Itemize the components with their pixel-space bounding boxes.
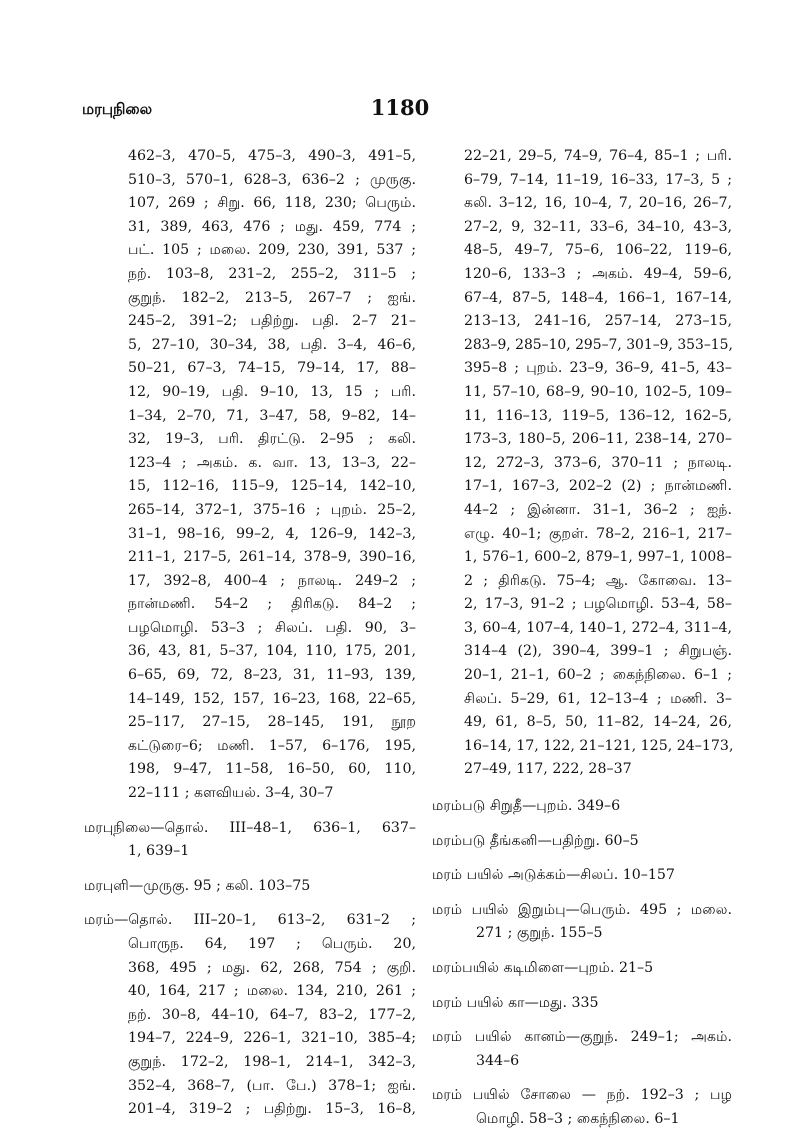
entry-line: 352–4, 368–7, (பா. பே.) 378–1; ஐங். [128,1077,416,1094]
entry-line: 32, 19–3, பரி. திரட்டு. 2–95 ; கலி. [128,431,416,448]
index-entry-maram-payil-solai [432,1084,732,1131]
entry-headword-line: மரம்படு தீங்கனி—பதிற்று. 60–5 [432,832,639,849]
entry-headword-line: மரம் பயில் கானம்—குறுந். 249–1; அகம். [432,1029,732,1046]
entry-line: 2, 17–3, 91–2 ; பழமொழி. 53–4, 58– [464,596,732,613]
entry-line: 31, 389, 463, 476 ; மது. 459, 774 ; [128,218,416,235]
entry-line: 12, 90–19, பதி. 9–10, 13, 15 ; பரி. [128,383,416,400]
entry-line: 2 ; திரிகடு. 75–4; ஆ. கோவை. 13– [464,572,732,589]
entry-line: 211–1, 217–5, 261–14, 378–9, 390–16, [128,549,416,566]
index-entry-marapunilai [84,817,416,864]
index-entry-marapuli [84,875,416,899]
entry-line: 395–8 ; புறம். 23–9, 36–9, 41–5, 43– [464,360,732,377]
entry-line: 368, 495 ; மது. 62, 268, 754 ; குறி. [128,959,416,976]
entry-line: நற். 30–8, 44–10, 64–7, 83–2, 177–2, [128,1006,416,1023]
entry-line: 11, 57–10, 68–9, 90–10, 102–5, 109– [464,383,732,400]
entry-line: 22–111 ; களவியல். 3–4, 30–7 [128,785,334,802]
entry-line: 213–13, 241–16, 257–14, 273–15, [464,313,732,330]
index-entry-maram-payil-adukkam [432,864,732,888]
entry-line: பொருந. 64, 197 ; பெரும். 20, [128,936,416,952]
page-number: 1180 [370,95,430,120]
entry-line: 198, 9–47, 11–58, 16–50, 60, 110, [128,761,416,778]
index-entry-marampadu-teenkani [432,830,732,854]
index-entry-marampayil-kadimilai [432,957,732,981]
entry-line: 31–1, 98–16, 99–2, 4, 126–9, 142–3, [128,525,416,542]
entry-line: எழு. 40–1; குறள். 78–2, 216–1, 217– [464,525,732,542]
entry-line: கலி. 3–12, 16, 10–4, 7, 20–16, 26–7, [464,195,732,212]
entry-line: 44–2 ; இன்னா. 31–1, 36–2 ; ஐந். [464,501,732,518]
entry-line: 344–6 [476,1052,520,1069]
entry-line: 25–117, 27–15, 28–145, 191, நூற [128,714,416,731]
entry-line: சிலப். 5–29, 61, 12–13–4 ; மணி. 3– [464,690,732,707]
entry-line: 15, 112–16, 115–9, 125–14, 142–10, [128,478,416,495]
entry-line: 11, 116–13, 119–5, 136–12, 162–5, [464,407,732,424]
index-entry-maram [84,909,416,1121]
entry-line: 14–149, 152, 157, 16–23, 168, 22–65, [128,690,416,707]
entry-line: கட்டுரை–6; மணி. 1–57, 6–176, 195, [128,737,416,754]
left-column [84,145,416,1133]
entry-line: 40, 164, 217 ; மலை. 134, 210, 261 ; [128,983,416,1000]
entry-headword-line: மரம்—தொல். III–20–1, 613–2, 631–2 ; [84,912,416,929]
entry-line: 123–4 ; அகம். க. வா. 13, 13–3, 22– [128,454,416,471]
entry-headword-line: மரம்பயில் கடிமிளை—புறம். 21–5 [432,960,654,976]
entry-line: 67–4, 87–5, 148–4, 166–1, 167–14, [464,289,732,306]
entry-line: 27–2, 9, 32–11, 33–6, 34–10, 43–3, [464,218,732,235]
entry-line: 265–14, 372–1, 375–16 ; புறம். 25–2, [128,501,416,518]
entry-line: 48–5, 49–7, 75–6, 106–22, 119–6, [464,242,732,259]
entry-line: நற். 103–8, 231–2, 255–2, 311–5 ; [128,265,416,282]
entry-line: நான்மணி. 54–2 ; திரிகடு. 84–2 ; [128,596,416,613]
entry-line: 6–65, 69, 72, 8–23, 31, 11–93, 139, [128,667,416,684]
entry-line: 510–3, 570–1, 628–3, 636–2 ; முருகு. [128,171,416,188]
entry-line: 6–79, 7–14, 11–19, 16–33, 17–3, 5 ; [464,171,732,188]
index-entry-marampadu-sirutee [432,795,732,819]
entry-line: 120–6, 133–3 ; அகம். 49–4, 59–6, [464,265,732,282]
index-entry-continued-entry [84,145,416,806]
entry-line: மொழி. 58–3 ; கைந்நிலை. 6–1 [476,1110,680,1127]
entry-line: 17–1, 167–3, 202–2 (2) ; நான்மணி. [464,478,732,495]
entry-headword-line: மரம் பயில் கா—மது. 335 [432,994,599,1011]
entry-line: 20–1, 21–1, 60–2 ; கைந்நிலை. 6–1 ; [464,667,732,684]
entry-line: 107, 269 ; சிறு. 66, 118, 230; பெரும். [128,195,416,212]
entry-headword-line: மரபுநிலை—தொல். III–48–1, 636–1, 637– [84,819,416,836]
entry-line: 245–2, 391–2; பதிற்று. பதி. 2–7 21– [128,313,416,330]
entry-line: பழமொழி. 53–3 ; சிலப். பதி. 90, 3– [128,619,416,636]
entry-line: குறுந். 172–2, 198–1, 214–1, 342–3, [128,1053,416,1070]
entry-line: 1, 639–1 [128,843,190,860]
entry-line: பட். 105 ; மலை. 209, 230, 391, 537 ; [128,242,416,259]
entry-line: 271 ; குறுந். 155–5 [476,925,603,942]
entry-line: 27–49, 117, 222, 28–37 [464,761,632,778]
entry-line: 1, 576–1, 600–2, 879–1, 997–1, 1008– [464,549,732,566]
entry-line: 314–4 (2), 390–4, 399–1 ; சிறுபஞ். [464,643,732,660]
entry-line: 12, 272–3, 373–6, 370–11 ; நாலடி. [464,454,732,471]
entry-headword-line: மரம் பயில் சோலை — நற். 192–3 ; பழ [432,1087,732,1104]
entry-line: 283–9, 285–10, 295–7, 301–9, 353–15, [464,336,733,353]
entry-line: 1–34, 2–70, 71, 3–47, 58, 9–82, 14– [128,407,416,424]
right-column [432,145,732,1143]
entry-line: 201–4, 319–2 ; பதிற்று. 15–3, 16–8, [128,1101,416,1118]
entry-headword-line: மரம் பயில் அடுக்கம்—சிலப். 10–157 [432,867,675,884]
index-entry-maram-payil-kaanam [432,1026,732,1073]
entry-line: 5, 27–10, 30–34, 38, பதி. 3–4, 46–6, [128,336,416,353]
entry-line: 36, 43, 81, 5–37, 104, 110, 175, 201, [128,643,416,660]
entry-line: குறுந். 182–2, 213–5, 267–7 ; ஐங். [128,289,416,306]
entry-line: 17, 392–8, 400–4 ; நாலடி. 249–2 ; [128,572,416,589]
running-head: மரபுநிலை [82,100,153,118]
entry-line: 3, 60–4, 107–4, 140–1, 272–4, 311–4, [464,619,732,636]
entry-line: 49, 61, 8–5, 50, 11–82, 14–24, 26, [464,714,732,731]
index-entry-maram-payil-kaa [432,992,732,1016]
entry-line: 462–3, 470–5, 475–3, 490–3, 491–5, [128,148,416,164]
entry-headword-line: மரம் பயில் இறும்பு—பெரும். 495 ; மலை. [432,901,732,918]
entry-line: 50–21, 67–3, 74–15, 79–14, 17, 88– [128,360,416,377]
entry-headword-line: மரபுளி—முருகு. 95 ; கலி. 103–75 [84,877,311,894]
entry-line: 16–14, 17, 122, 21–121, 125, 24–173, [464,737,734,754]
index-entry-maram-continued [432,145,732,782]
index-entry-maram-payil-irumpu [432,899,732,946]
entry-headword-line: மரம்படு சிறுதீ—புறம். 349–6 [432,798,621,815]
entry-line: 22–21, 29–5, 74–9, 76–4, 85–1 ; பரி. [464,148,732,164]
entry-line: 173–3, 180–5, 206–11, 238–14, 270– [464,431,732,448]
entry-line: 194–7, 224–9, 226–1, 321–10, 385–4; [128,1030,416,1047]
